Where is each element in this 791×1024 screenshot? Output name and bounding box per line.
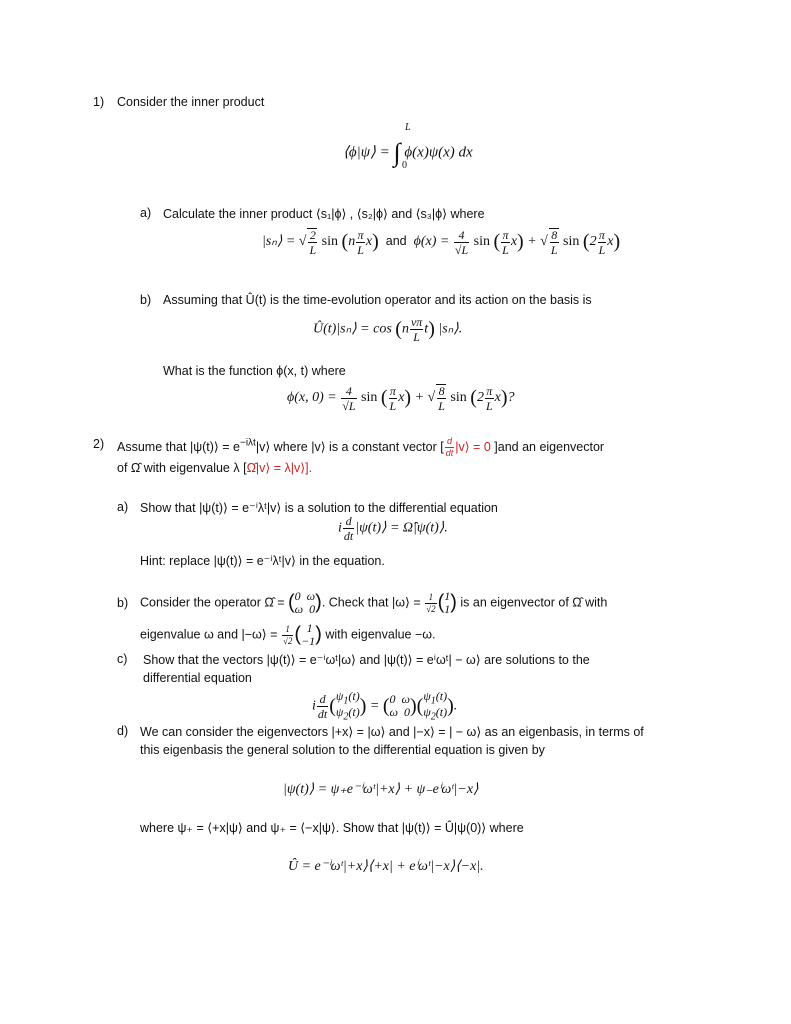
evolution-operator-equation: Û = e⁻ⁱωᵗ|+x⟩⟨+x| + eⁱωᵗ|−x⟩⟨−x|. xyxy=(288,859,484,874)
part-2b-line-1: Consider the operator Ω̂ = (0 ω ω 0). Check that |ω⟩ = $\frac{1}{√2}$ (1 1) is an eigenvector of Ω̂ with xyxy=(140,589,608,617)
part-2d-label: d) xyxy=(117,724,129,738)
part-2a-text: Show that |ψ(t)⟩ = e⁻ⁱλᵗ|v⟩ is a solution to the differential equation xyxy=(140,501,498,515)
part-2c-line-1: Show that the vectors |ψ(t)⟩ = e⁻ⁱωᵗ|ω⟩ and |ψ(t)⟩ = eⁱωᵗ| − ω⟩ are solutions to the xyxy=(143,653,590,667)
problem-1-label: 1) xyxy=(93,95,105,109)
problem-2-line-2: of Ω̂ with eigenvalue λ [Ω̂|v⟩ = λ|v⟩]. xyxy=(117,461,313,475)
part-2a-hint: Hint: replace |ψ(t)⟩ = e⁻ⁱλᵗ|v⟩ in the equation. xyxy=(140,554,385,568)
part-1b-question: What is the function ϕ(x, t) where xyxy=(163,364,346,378)
inner-product-equation: ⟨ϕ|ψ⟩ = ∫ ϕ(x)ψ(x) dx xyxy=(343,138,473,167)
integral-upper-limit: L xyxy=(405,122,411,133)
part-1b-text: Assuming that Û(t) is the time-evolution operator and its action on the basis is xyxy=(163,293,592,307)
basis-and-phi-equation: |sₙ⟩ = √ $\frac{2}{L}$ sin (n $\frac{\pi}{L}$ x) and ϕ(x) = $\frac{4}{√L}$ sin ( $\frac{\pi}{L}$ x) + √ $\frac{8}{L}$ sin (2 $\frac{\pi}{L}$ x) xyxy=(262,227,621,257)
part-1b-label: b) xyxy=(140,293,152,307)
part-2d-line-2: this eigenbasis the general solution to the differential equation is given by xyxy=(140,743,545,757)
part-2c-label: c) xyxy=(117,652,128,666)
part-2b-label: b) xyxy=(117,596,129,610)
part-1a-text: Calculate the inner product ⟨s₁|ϕ⟩ , ⟨s₂|ϕ⟩ and ⟨s₃|ϕ⟩ where xyxy=(163,207,485,221)
schrodinger-equation: i $\frac{d}{dt}$ |ψ(t)⟩ = Ω̂|ψ(t)⟩. xyxy=(338,514,448,543)
integral-sign: ∫ xyxy=(393,138,401,167)
matrix-differential-equation: i $\frac{d}{dt}$ ($\psi_1(t)$ $\psi_2(t)) = (0$ ω ω $0)(\psi_1(t)$ $\psi_2(t)$). xyxy=(312,689,458,723)
problem-1-intro: Consider the inner product xyxy=(117,95,265,109)
part-2c-line-2: differential equation xyxy=(143,671,252,685)
problem-2-line-1: Assume that |ψ(t)⟩ = $e^{-i\lambda t}|v⟩$ where |v⟩ is a constant vector [ $\frac{d}{dt}$ |v⟩ = 0 ]and an eigenvector xyxy=(117,436,605,458)
problem-2-label: 2) xyxy=(93,437,105,451)
phi-initial-equation: ϕ(x, 0) = $\frac{4}{√L}$ sin ( $\frac{\pi}{L}$ x) + √ $\frac{8}{L}$ sin (2 $\frac{\pi}{L}$ x)? xyxy=(287,383,515,413)
time-evolution-equation: Û(t)|sₙ⟩ = cos (n $\frac{\nu\pi}{L}$ t) |sₙ⟩. xyxy=(313,315,463,344)
part-2d-line-3: where ψ₊ = ⟨+x|ψ⟩ and ψ₊ = ⟨−x|ψ⟩. Show that |ψ(t)⟩ = Û|ψ(0)⟩ where xyxy=(140,821,524,835)
general-solution-equation: |ψ(t)⟩ = ψ₊e⁻ⁱωᵗ|+x⟩ + ψ₋eⁱωᵗ|−x⟩ xyxy=(283,782,479,797)
part-2d-line-1: We can consider the eigenvectors |+x⟩ = |ω⟩ and |−x⟩ = | − ω⟩ as an eigenbasis, in terms of xyxy=(140,725,644,739)
part-2b-line-2: eigenvalue ω and |−ω⟩ = $\frac{1}{√2}$ ( 1 −1) with eigenvalue −ω. xyxy=(140,621,436,649)
part-1a-label: a) xyxy=(140,206,152,220)
integral-lower-limit: 0 xyxy=(402,160,407,171)
part-2a-label: a) xyxy=(117,500,129,514)
